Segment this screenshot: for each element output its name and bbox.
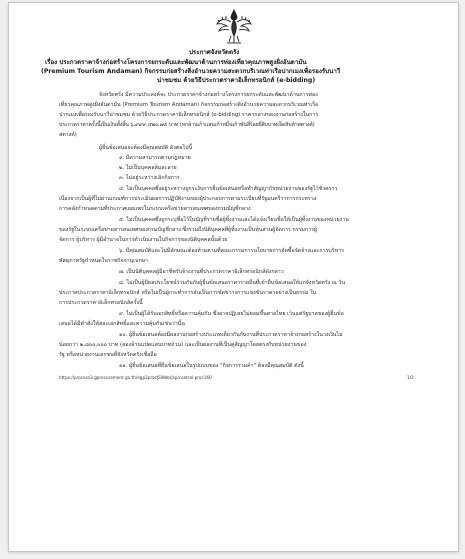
qualification-item: ๖. มีคุณสมบัติและไม่มีลักษณะต้องห้ามตามที่คณะกรรมการนโยบายการจัดซื้อจัดจ้างและการบริหาร <box>119 248 344 254</box>
qualification-item: เสนอได้มีคำสั่งให้สละเอกสิทธิ์และความคุ้มกันเช่นว่านั้น <box>59 321 185 327</box>
qualification-item: ๑๐. ผู้ยื่นข้อเสนอต้องมีผลงานก่อสร้างประเภทเดียวกันกับงานที่ประกวดราคาจ้างก่อสร้างในวงเงินไม่ <box>119 332 343 338</box>
qualification-item: ๙. ไม่เป็นผู้ได้รับเอกสิทธิ์หรือความคุ้มกัน ซึ่งอาจปฏิเสธไม่ยอมขึ้นศาลไทย เว้นแต่รัฐบาลของผู้ยื่นข้อ <box>119 311 344 317</box>
footer-url: https://process3.gprocurement.go.th/egp2procJSWeb/jsp/control.proc160 <box>59 375 212 380</box>
qualification-item: ของรัฐในระบบเครือข่ายสารสนเทศของกรมบัญชีกลาง ซึ่งรวมถึงนิติบุคคลที่ผู้ทิ้งงานเป็นหุ้นส่วนผู้จัดการ กรรมการผู้ <box>59 227 318 233</box>
intro-line: สตางค์) <box>59 132 77 138</box>
garuda-emblem <box>215 6 253 46</box>
qualification-item: การคลังกำหนดตามที่ประกาศเผยแพร่ในระบบเครือข่ายสารสนเทศของกรมบัญชีกลาง <box>59 206 251 212</box>
qualification-item: ๕. ไม่เป็นบุคคลซึ่งถูกระบุชื่อไว้ในบัญชีรายชื่อผู้ทิ้งงานและได้แจ้งเวียนชื่อให้เป็นผู้ทิ้งงานของหน่วยงาน <box>119 217 349 223</box>
qualification-heading: ผู้ยื่นข้อเสนอจะต้องมีคุณสมบัติ ดังต่อไปนี้ <box>99 145 193 151</box>
qualification-item: ๒. ไม่เป็นบุคคลล้มละลาย <box>119 165 177 171</box>
intro-line: ประกวดราคาครั้งนี้เป็นเงินทั้งสิ้น ๖,๙๙๙,๔๒๐.๗๕ บาท (หกล้านเก้าแสนเก้าหมื่นเก้าพันสี่ร้อยยี่สิบบาทเจ็ดสิบห้าสตางค์) <box>59 122 315 128</box>
subject-line-2: (Premium Tourism Andaman) กิจกรรมก่อสร้างสิ่งอำนวยความสะดวกบริเวณท่าเรือปากเมงเพื่อรองรับนาวี <box>41 68 341 75</box>
qualification-item: ๘. ไม่เป็นผู้มีผลประโยชน์ร่วมกันกับผู้ยื่นข้อเสนอราคารายอื่นที่เข้ายื่นข้อเสนอให้แก่จังหวัดตรัง ณ วัน <box>119 280 346 286</box>
subject-line-1: เรื่อง ประกวดราคาจ้างก่อสร้างโครงการยกระดับและพัฒนาด้านการท่องเที่ยวคุณภาพสูงฝั่งอันดามัน <box>45 59 307 66</box>
qualification-item: ๑. มีความสามารถตามกฎหมาย <box>119 155 191 161</box>
intro-line: จังหวัดตรัง มีความประสงค์จะ ประกวดราคาจ้างก่อสร้างโครงการยกระดับและพัฒนาด้านการท่อง <box>99 92 318 98</box>
subject-line-3: น่าชมชม ด้วยวิธีประกวดราคาอิเล็กทรอนิกส์ (e-bidding) <box>157 77 316 84</box>
page-number: 1/2 <box>407 375 414 380</box>
qualification-item: ๗. เป็นนิติบุคคลผู้มีอาชีพรับจ้างงานที่ประกวดราคาอิเล็กทรอนิกส์ดังกล่าว <box>119 269 284 275</box>
issuer-title: ประกาศจังหวัดตรัง <box>189 49 240 56</box>
qualification-item: ๑๑. ผู้ยื่นข้อเสนอที่ยื่นข้อเสนอในรูปแบบของ "กิจการร่วมค้า" ต้องมีคุณสมบัติ ดังนี้ <box>119 363 304 369</box>
qualification-item: ประกาศประกวดราคาอิเล็กทรอนิกส์ หรือไม่เป็นผู้กระทำการอันเป็นการขัดขวางการแข่งขันราคาอย่างเป็นธรรม ใน <box>59 290 317 296</box>
qualification-item: รัฐ หรือหน่วยงานเอกชนที่จังหวัดตรังเชื่อถือ <box>59 352 157 358</box>
intro-line: ปากเมงเพื่อรองรับนาวีน่าชมชม ด้วยวิธีประกวดราคาอิเล็กทรอนิกส์ (e-bidding) ราคากลางของงานก่อสร้างในการ <box>59 112 319 118</box>
qualification-item: ๔. ไม่เป็นบุคคลซึ่งอยู่ระหว่างถูกระงับการยื่นข้อเสนอหรือทำสัญญากับหน่วยงานของรัฐไว้ชั่วคราว <box>119 186 338 192</box>
qualification-item: การประกวดราคาอิเล็กทรอนิกส์ครั้งนี้ <box>59 300 143 306</box>
qualification-item: จัดการ ผู้บริหาร ผู้มีอำนาจในการดำเนินงานในกิจการของนิติบุคคลนั้นด้วย <box>59 237 228 243</box>
qualification-item: พัสดุภาครัฐกำหนดในราชกิจจานุเบกษา <box>59 258 149 264</box>
qualification-item: ๓. ไม่อยู่ระหว่างเลิกกิจการ <box>119 175 180 181</box>
qualification-item: น้อยกว่า ๒,๘๐๐,๐๐๐ บาท (สองล้านแปดแสนบาทถ้วน) และเป็นผลงานที่เป็นคู่สัญญาโดยตรงกับหน่วยงานของ <box>59 342 307 348</box>
intro-line: เที่ยวคุณภาพสูงฝั่งอันดามัน (Premium Tourism Andaman) กิจกรรมก่อสร้างสิ่งอำนวยความสะดวกบริเวณท่าเรือ <box>59 102 319 108</box>
qualification-item: เนื่องจากเป็นผู้ที่ไม่ผ่านเกณฑ์การประเมินผลการปฏิบัติงานของผู้ประกอบการตามระเบียบที่รัฐมนตรีว่าการกระทรวง <box>59 196 317 202</box>
document-page <box>8 2 459 552</box>
